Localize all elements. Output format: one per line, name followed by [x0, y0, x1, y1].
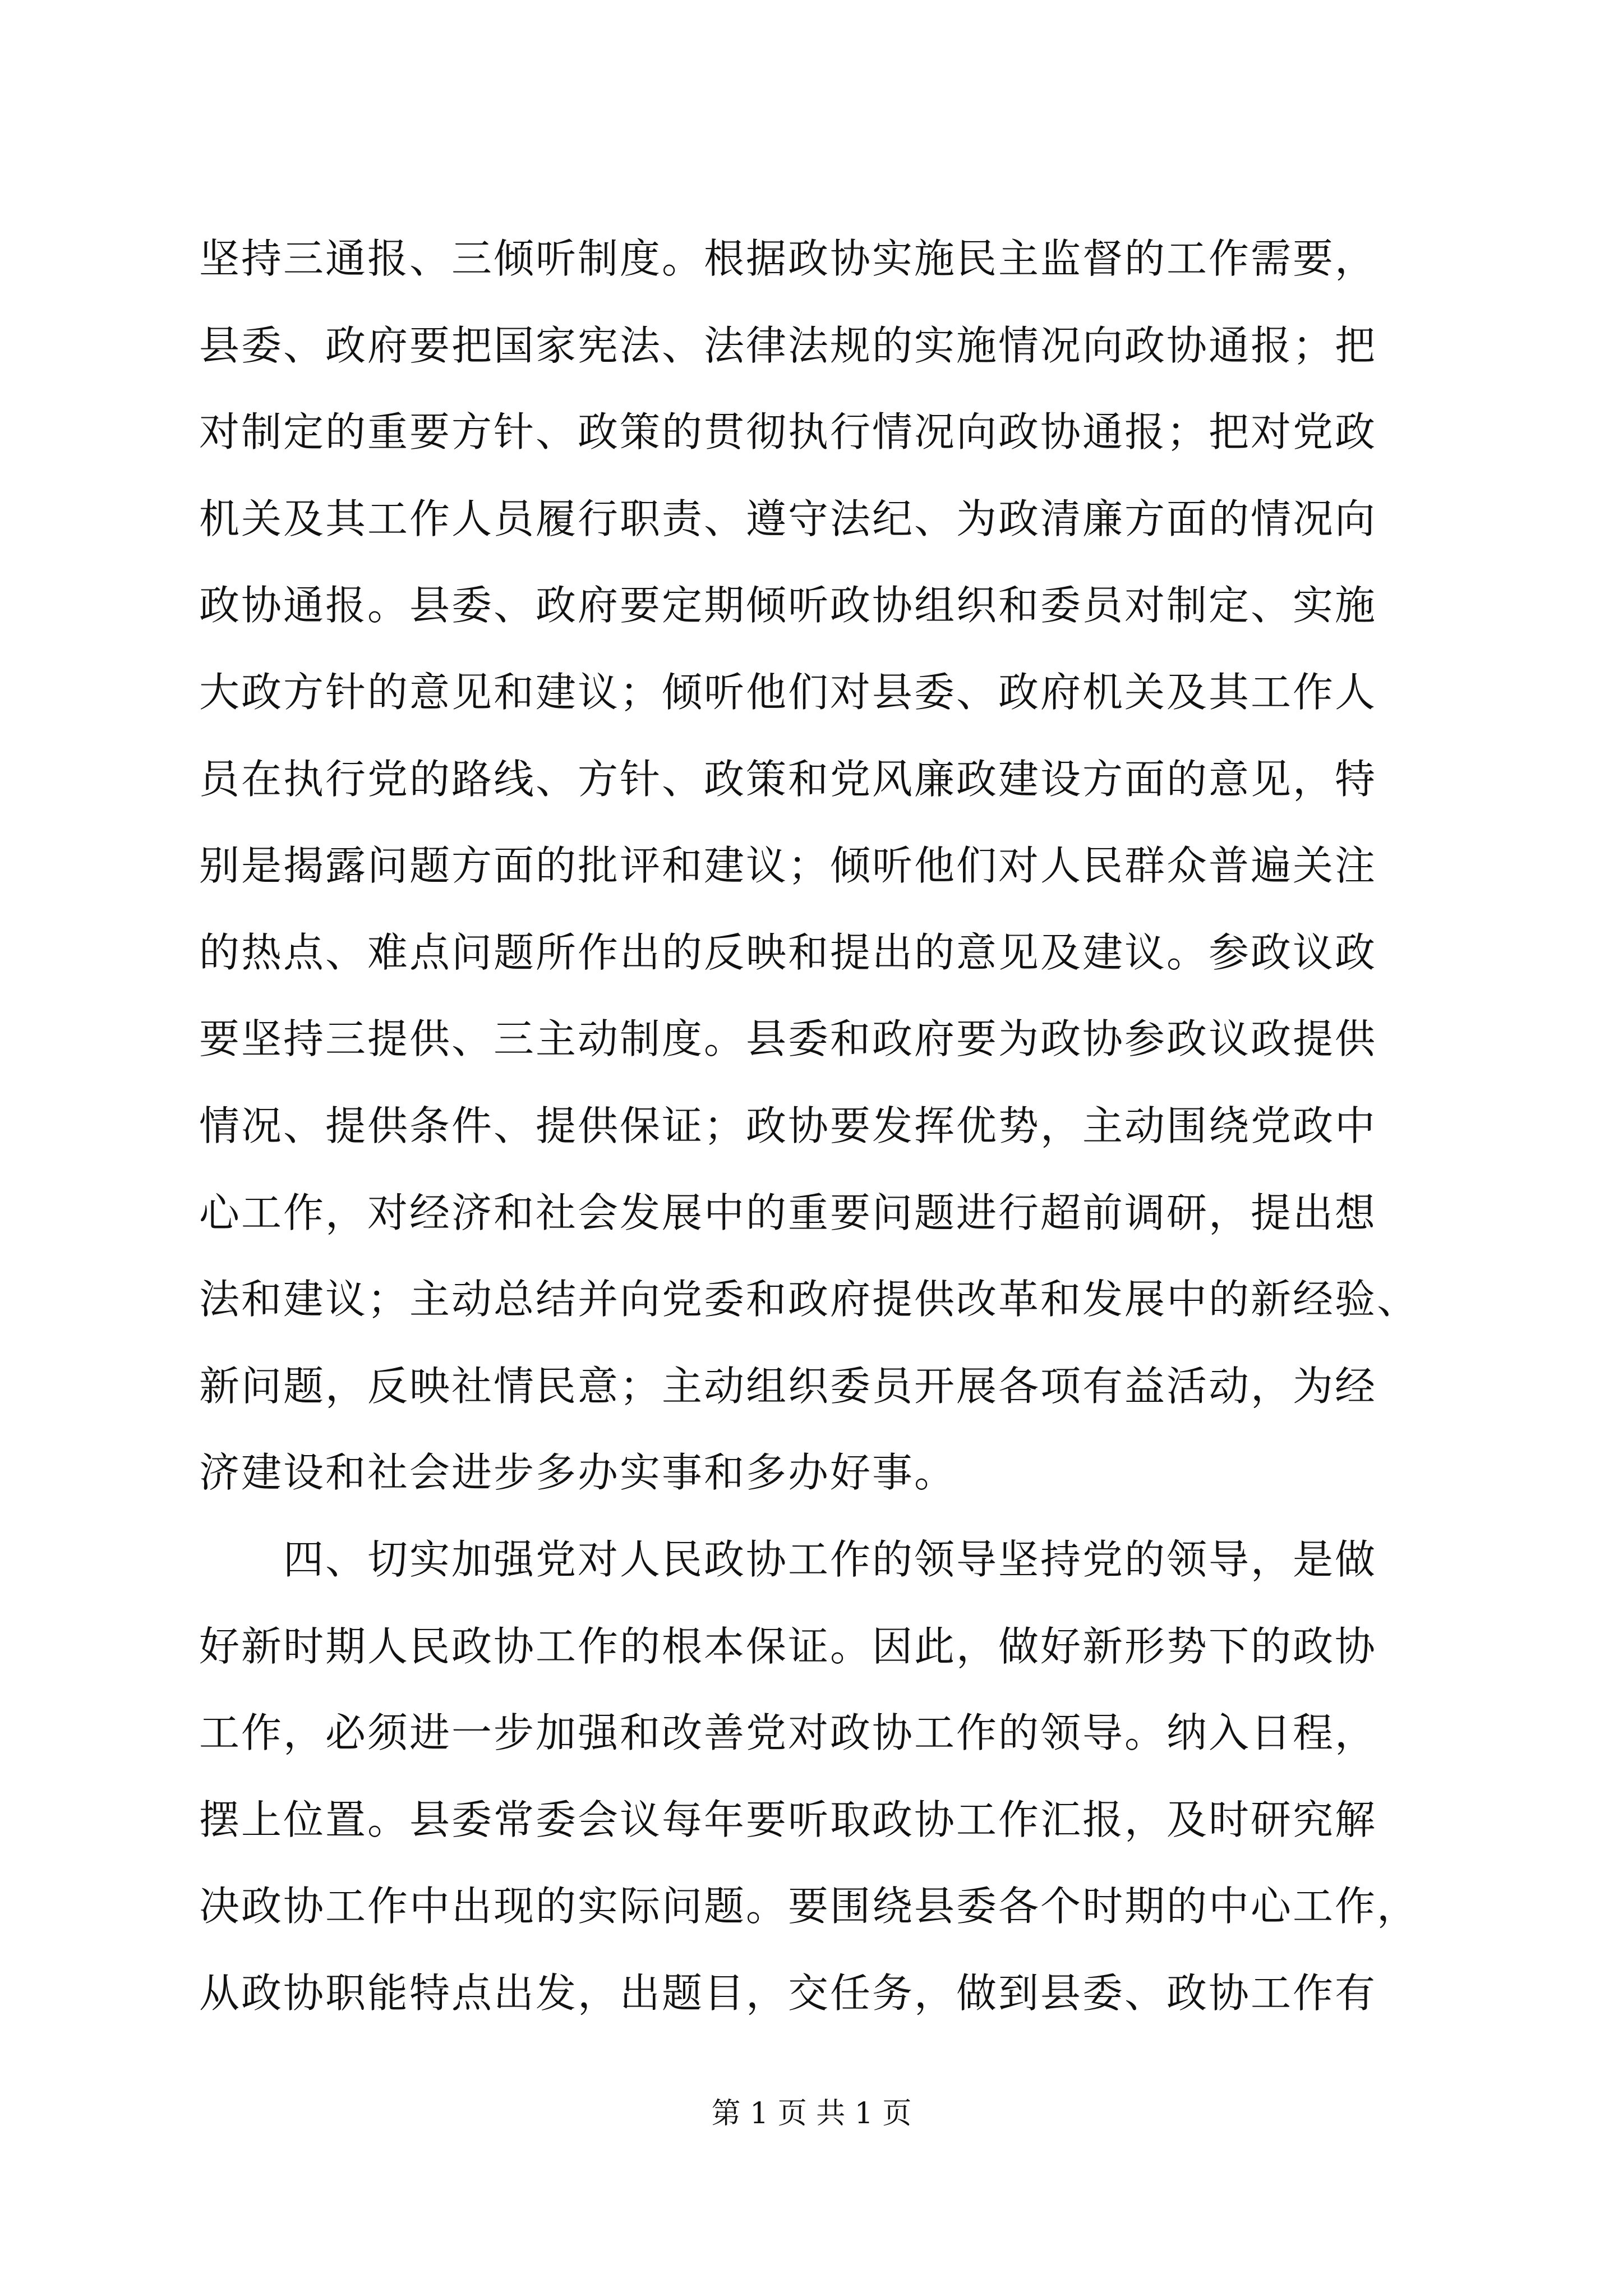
- text-line: 好新时期人民政协工作的根本保证。因此，做好新形势下的政协: [199, 1622, 1377, 1670]
- page-number-footer: 第 1 页 共 1 页: [711, 2097, 912, 2131]
- text-line: 政协通报。县委、政府要定期倾听政协组织和委员对制定、实施: [199, 582, 1377, 629]
- text-line: 员在执行党的路线、方针、政策和党风廉政建设方面的意见，特: [199, 755, 1377, 803]
- text-line: 工作，必须进一步加强和改善党对政协工作的领导。纳入日程，: [199, 1709, 1377, 1757]
- text-line: 从政协职能特点出发，出题目，交任务，做到县委、政协工作有: [199, 1969, 1377, 2017]
- text-line: 心工作，对经济和社会发展中的重要问题进行超前调研，提出想: [199, 1189, 1377, 1236]
- text-line: 别是揭露问题方面的批评和建议；倾听他们对人民群众普遍关注: [199, 842, 1377, 890]
- document-body: [199, 215, 1433, 2036]
- text-line: 济建设和社会进步多办实事和多办好事。: [199, 1449, 957, 1497]
- text-line: 要坚持三提供、三主动制度。县委和政府要为政协参政议政提供: [199, 1015, 1377, 1063]
- text-line: 大政方针的意见和建议；倾听他们对县委、政府机关及其工作人: [199, 668, 1377, 716]
- text-line: 的热点、难点问题所作出的反映和提出的意见及建议。参政议政: [199, 928, 1377, 976]
- text-line: 坚持三通报、三倾听制度。根据政协实施民主监督的工作需要，: [199, 235, 1377, 282]
- text-line: 县委、政府要把国家宪法、法律法规的实施情况向政协通报；把: [199, 321, 1377, 369]
- text-line: 四、切实加强党对人民政协工作的领导坚持党的领导，是做: [199, 1535, 1377, 1583]
- text-line: 机关及其工作人员履行职责、遵守法纪、为政清廉方面的情况向: [199, 495, 1377, 542]
- text-line: 情况、提供条件、提供保证；政协要发挥优势，主动围绕党政中: [199, 1102, 1377, 1149]
- text-line: 法和建议；主动总结并向党委和政府提供改革和发展中的新经验、: [199, 1276, 1419, 1323]
- text-line: 摆上位置。县委常委会议每年要听取政协工作汇报，及时研究解: [199, 1796, 1377, 1843]
- text-line: 决政协工作中出现的实际问题。要围绕县委各个时期的中心工作，: [199, 1883, 1419, 1930]
- text-line: 对制定的重要方针、政策的贯彻执行情况向政协通报；把对党政: [199, 408, 1377, 456]
- text-line: 新问题，反映社情民意；主动组织委员开展各项有益活动，为经: [199, 1362, 1377, 1410]
